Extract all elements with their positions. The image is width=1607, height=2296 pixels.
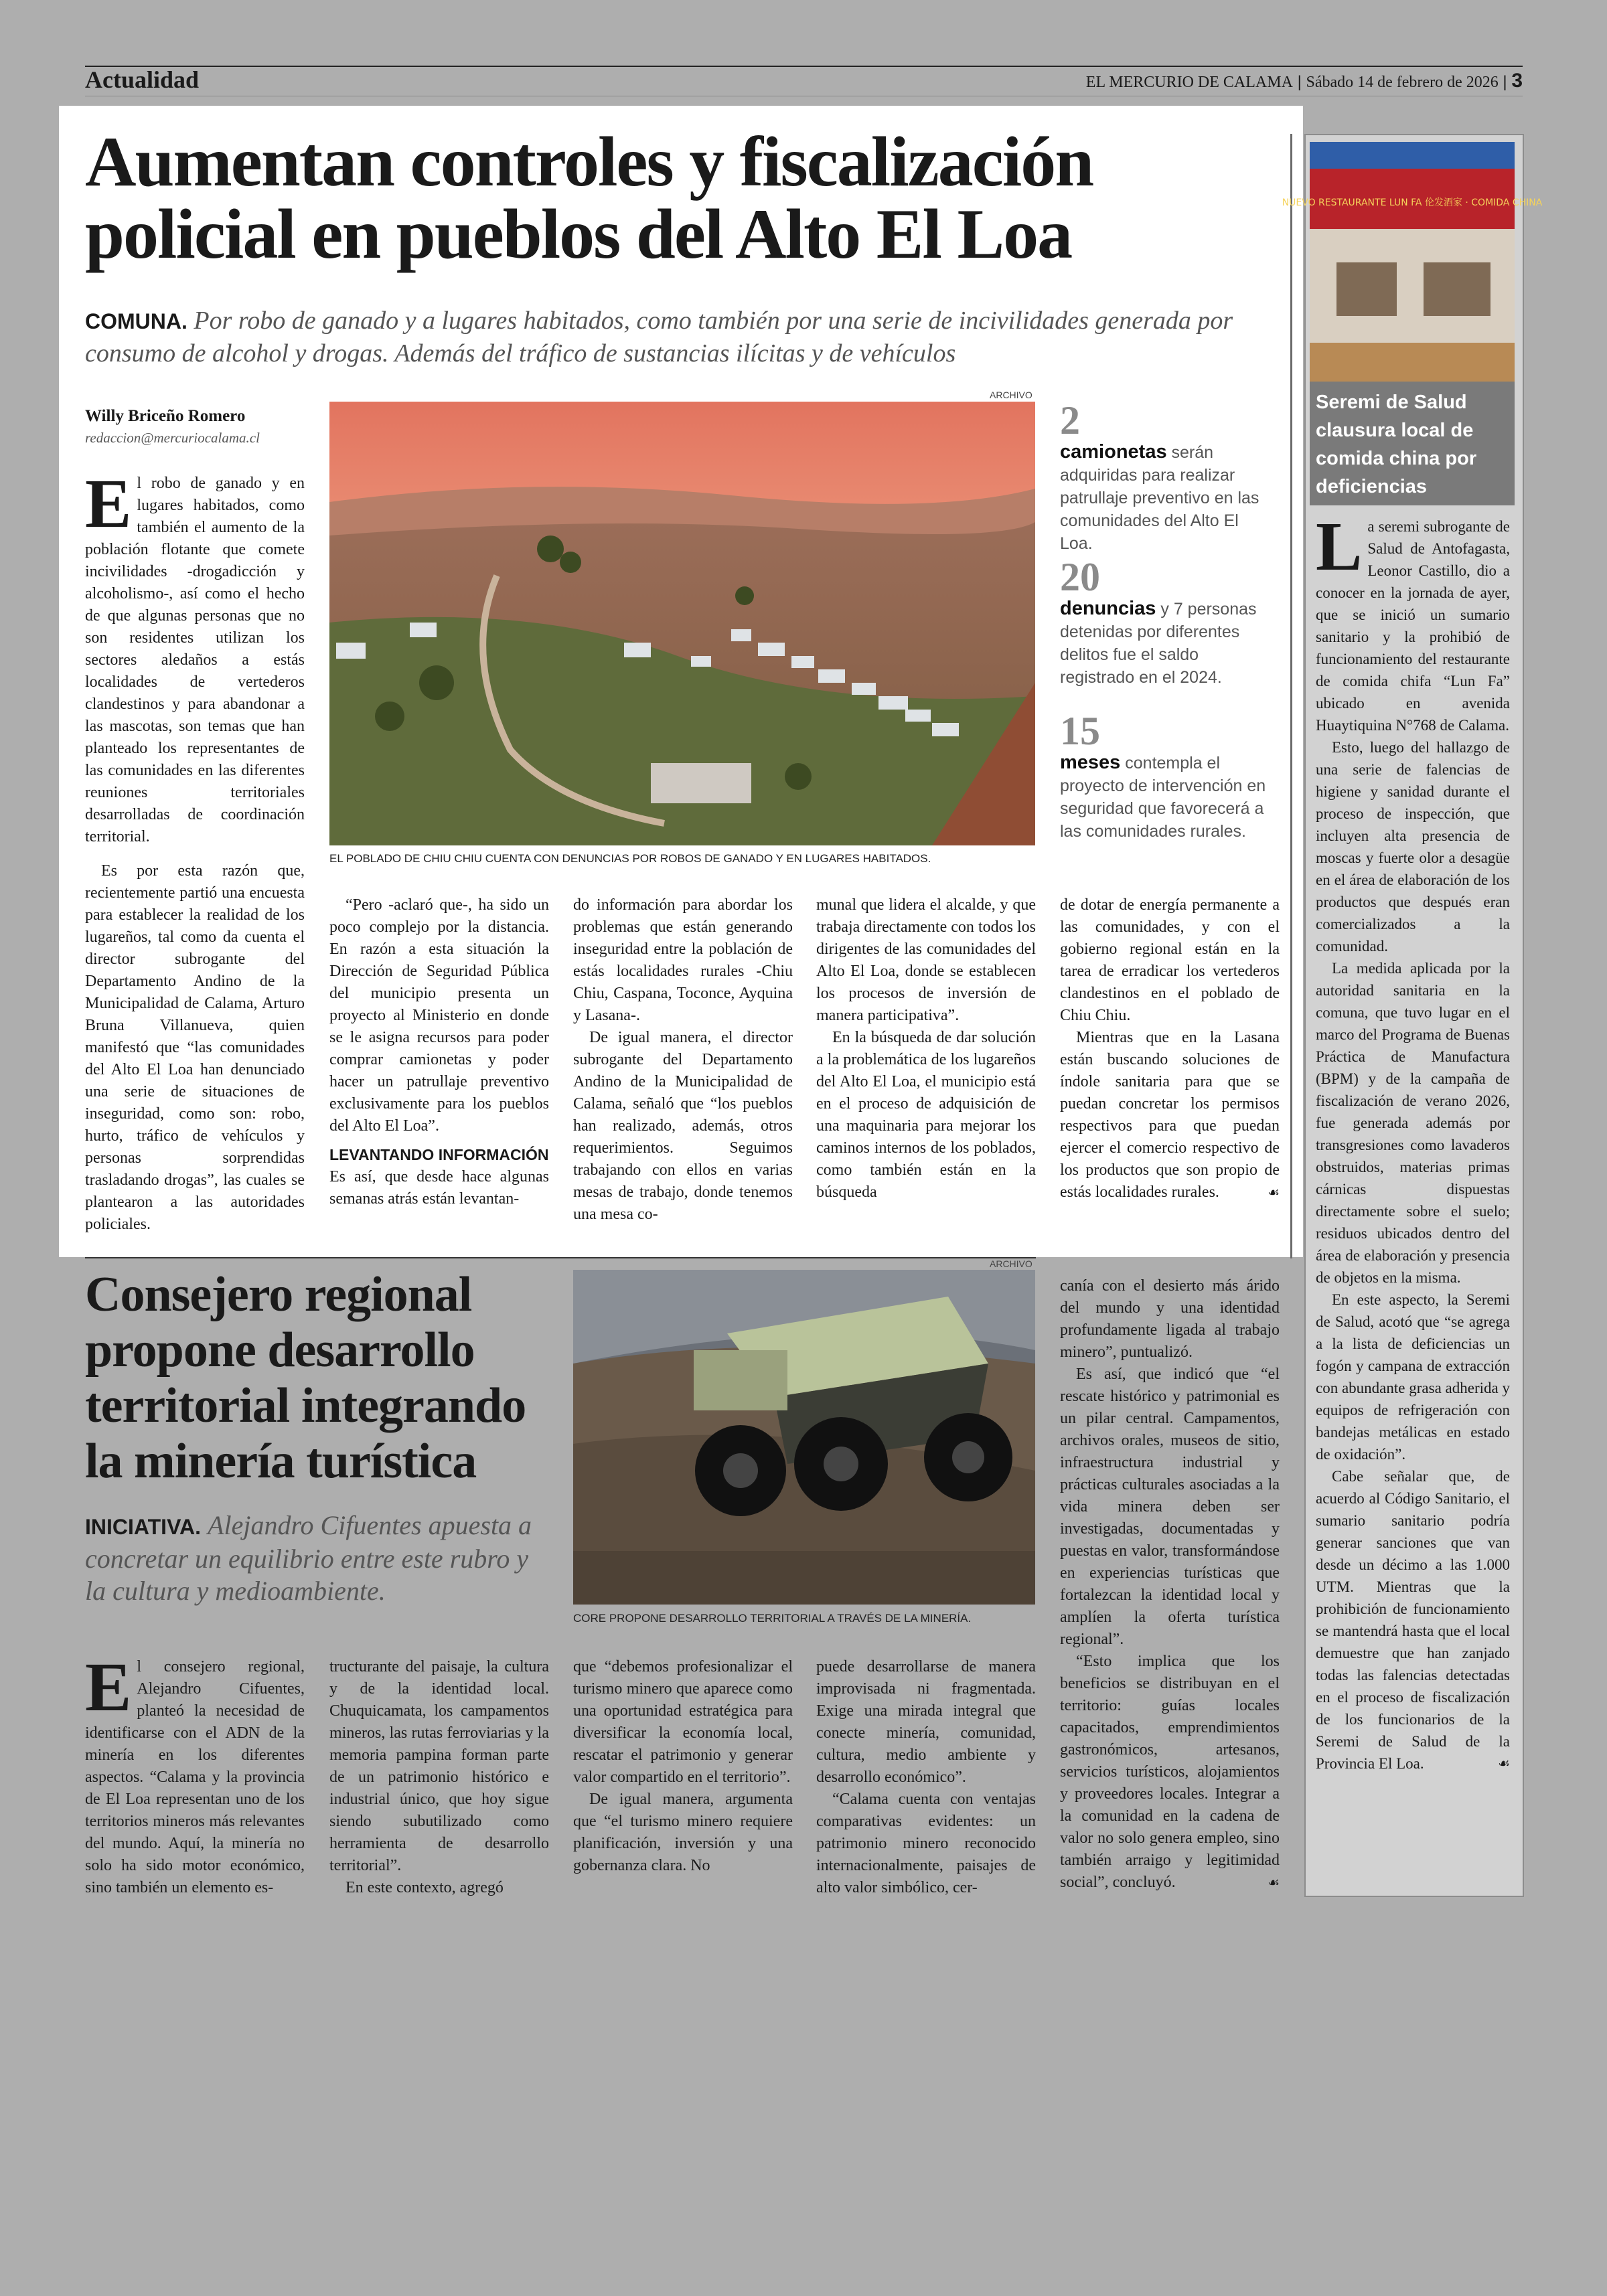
photo-credit: ARCHIVO bbox=[990, 1258, 1032, 1269]
paragraph: “Calama cuenta con ventajas comparativas evidentes: un patrimonio minero reconocido internacionalmente, paisajes de alto valor simbólico, cer- bbox=[816, 1791, 1036, 1896]
author-name: Willy Briceño Romero bbox=[85, 407, 246, 425]
paragraph: Mientras que en la Lasana están buscando soluciones de índole sanitaria para que se puedan concretar los permisos respectivos para que puedan ejercer el comercio respectivo de los productos que son propio de estás localidades rurales. ☙ bbox=[1060, 1027, 1280, 1204]
mining-truck-image bbox=[573, 1270, 1035, 1605]
article-main-column-4 bbox=[816, 894, 1036, 1204]
stat-description: y 7 personas detenidas por diferentes delitos fue el saldo registrado en el 2024. bbox=[1060, 600, 1257, 687]
end-mark-icon: ☙ bbox=[1268, 1184, 1280, 1200]
paragraph: l consejero regional, Alejandro Cifuentes, planteó la necesidad de identificarse con el ADN de la minería en los diferentes aspectos. “Calama y la provincia de El Loa representan uno de los territorios mineros más relevantes del mundo. Aquí, la minería no solo ha sido motor económico, sino también un elemento es- bbox=[85, 1658, 305, 1896]
lede-kicker: COMUNA. bbox=[85, 309, 187, 333]
article-secondary-headline: Consejero regional propone desarrollo territorial integrando la minería turística bbox=[85, 1267, 526, 1489]
article-divider bbox=[85, 1257, 1036, 1258]
paragraph: a seremi subrogante de Salud de Antofagasta, Leonor Castillo, dio a conocer en la jornada de ayer, que se inició un sumario sanitario y la prohibió de funcionamiento del restaurante de comida chifa “Lun Fa” ubicado en avenida Huaytiquina N°768 de Calama. bbox=[1316, 518, 1510, 734]
paragraph: Es así, que indicó que “el rescate histórico y patrimonial es un pilar central. Campamentos, archivos orales, museos de sitio, infraestructura industrial y prácticas culturales asociadas a la vida minera deben ser investigadas, documentadas y puestas en valor, transformándose en experiencias turísticas que fortalezcan la identidad local y amplíen la oferta turística regional”. bbox=[1060, 1366, 1280, 1648]
photo-caption: EL POBLADO DE CHIU CHIU CUENTA CON DENUNCIAS POR ROBOS DE GANADO Y EN LUGARES HABITADOS. bbox=[329, 852, 931, 865]
article-main-column-5 bbox=[1060, 894, 1280, 1204]
paragraph: Esto, luego del hallazgo de una serie de falencias de higiene y sanidad durante el proceso de inspección, que incluyen alta presencia de moscas y fuerte olor a desagüe en el área de elaboración de los productos que después eran comercializados a la comunidad. bbox=[1316, 739, 1510, 955]
town-landscape-image bbox=[329, 402, 1035, 845]
paragraph: “Esto implica que los beneficios se distribuyan en el territorio: guías locales capacitados, emprendimientos gastronómicos, artesanos, servicios turísticos, alojamientos y proveedores locales. Integrar a la comunidad en la cadena de valor no solo genera empleo, sino también arraigo y legitimidad social”, concluyó. ☙ bbox=[1060, 1651, 1280, 1894]
photo-caption: CORE PROPONE DESARROLLO TERRITORIAL A TRAVÉS DE LA MINERÍA. bbox=[573, 1612, 972, 1625]
page-number: 3 bbox=[1511, 70, 1523, 92]
paragraph: munal que lidera el alcalde, y que trabaja directamente con todos los dirigentes de las comunidades del Alto El Loa, donde se establecen los procesos de inversión de manera participativa”. bbox=[816, 896, 1036, 1024]
paragraph: do información para abordar los problemas que están generando inseguridad entre la población de estás localidades rurales -Chiu Chiu, Caspana, Toconce, Ayquina y Lasana-. bbox=[573, 896, 793, 1024]
stat-box-3 bbox=[1060, 711, 1268, 843]
article-secondary-column-3 bbox=[573, 1656, 793, 1877]
subheading: LEVANTANDO INFORMACIÓN bbox=[329, 1146, 549, 1163]
paragraph: “Pero -aclaró que-, ha sido un poco complejo por la distancia. En razón a esta situación la Dirección de Seguridad Pública del municipio presenta un proyecto al Ministerio en donde se le asigna recursos para poder comprar camionetas y poder hacer un patrullaje preventivo exclusivamente para los pueblos del Alto El Loa”. bbox=[329, 896, 549, 1135]
paragraph: Cabe señalar que, de acuerdo al Código Sanitario, el sumario sanitario podría generar sanciones que van desde un décimo a las 1.000 UTM. Mientras que la prohibición de funcionamiento se mantendrá hasta que el local demuestre que han zanjado todas las falencias detectadas en el proceso de fiscalización de los funcionarios de la Seremi de Salud de la Provincia El Loa. ☙ bbox=[1316, 1465, 1510, 1775]
stat-description: serán adquiridas para realizar patrullaje preventivo en las comunidades del Alto El Loa. bbox=[1060, 443, 1259, 553]
stat-label: camionetas bbox=[1060, 441, 1167, 463]
paragraph: puede desarrollarse de manera improvisada ni fragmentada. Exige una mirada integral que conecte minería, comunidad, cultura, medio ambiente y desarrollo económico”. bbox=[816, 1658, 1036, 1786]
lede-text: Por robo de ganado y a lugares habitados, como también por una serie de incivilidades generada por consumo de alcohol y drogas. Además del tráfico de sustancias ilícitas y de vehículos bbox=[85, 307, 1233, 367]
stat-box-2 bbox=[1060, 557, 1268, 689]
paragraph: Es así, que desde hace algunas semanas atrás están levantan- bbox=[329, 1168, 549, 1208]
photo-credit: ARCHIVO bbox=[990, 390, 1032, 400]
paragraph: En este contexto, agregó bbox=[346, 1879, 504, 1896]
paragraph: tructurante del paisaje, la cultura y de la identidad local. Chuquicamata, los campamentos mineros, las rutas ferroviarias y la memoria pampina forman parte de un patrimonio histórico e industrial único, que hoy sigue siendo subutilizado como herramienta de desarrollo territorial”. bbox=[329, 1658, 549, 1874]
paragraph: De igual manera, argumenta que “el turismo minero requiere planificación, inversión y una gobernanza clara. No bbox=[573, 1791, 793, 1874]
paragraph: En la búsqueda de dar solución a la problemática de los lugareños del Alto El Loa, el municipio está en el proceso de adquisición de una maquinaria para mejorar los caminos internos de los poblados, como también están en la búsqueda bbox=[816, 1029, 1036, 1201]
masthead-info: EL MERCURIO DE CALAMA | Sábado 14 de febrero de 2026 | 3 bbox=[1085, 70, 1523, 92]
paragraph: La medida aplicada por la autoridad sanitaria en la comuna, que tuvo lugar en el marco del Programa de Buenas Práctica de Manufactura (BPM) y de la campaña de fiscalización de verano 2026, fue generada además por transgresiones como lavaderos obstruidos, materias primas cárnicas dispuestas directamente sobre el suelo; residuos ubicados dentro del área de elaboración y presencia de objetos en la misma. bbox=[1316, 960, 1510, 1286]
end-mark-icon: ☙ bbox=[1498, 1755, 1510, 1771]
header-rule-top bbox=[85, 66, 1523, 67]
sidebar-body bbox=[1316, 508, 1510, 1775]
article-secondary-column-5 bbox=[1060, 1275, 1280, 1894]
mining-truck-photo bbox=[573, 1270, 1035, 1605]
stat-number: 2 bbox=[1060, 398, 1080, 442]
stat-box-1 bbox=[1060, 400, 1268, 555]
article-main-headline: Aumentan controles y fiscalización policial en pueblos del Alto El Loa bbox=[85, 122, 1093, 273]
stat-number: 20 bbox=[1060, 555, 1100, 599]
sidebar-divider-line bbox=[1290, 134, 1292, 1258]
stat-description: contempla el proyecto de intervención en seguridad que favorecerá a las comunidades rurales. bbox=[1060, 754, 1266, 841]
paragraph: que “debemos profesionalizar el turismo minero que aparece como una oportunidad estratégica para diversificar la economía local, rescatar el patrimonio y generar valor compartido en el territorio”. bbox=[573, 1658, 793, 1786]
restaurant-facade-image bbox=[1282, 142, 1543, 382]
article-main-column-2 bbox=[329, 894, 549, 1210]
paragraph: Es por esta razón que, recientemente partió una encuesta para establecer la realidad de los lugareños, tal como da cuenta el director subrogante del Departamento Andino de la Municipalidad de Calama, Arturo Bruna Villanueva, quien manifestó que “las comunidades del Alto El Loa han denunciado una serie de situaciones de inseguridad, como son: robo, hurto, tráfico de vehículos y personas sorprendidas trasladando drogas”, las cuales se plantearon a las autoridades policiales. bbox=[85, 862, 305, 1233]
paragraph: de dotar de energía permanente a las comunidades, y con el gobierno regional están en la tarea de erradicar los vertederos clandestinos en el poblado de Chiu Chiu. bbox=[1060, 896, 1280, 1024]
lede-kicker: INICIATIVA. bbox=[85, 1515, 202, 1539]
article-main-lede bbox=[85, 305, 1264, 370]
sidebar-headline: Seremi de Salud clausura local de comida china por deficiencias bbox=[1316, 392, 1477, 497]
stat-label: meses bbox=[1060, 752, 1121, 773]
issue-date: Sábado 14 de febrero de 2026 bbox=[1306, 74, 1499, 91]
chiu-chiu-photo bbox=[329, 402, 1035, 845]
restaurant-photo bbox=[1282, 142, 1543, 382]
paragraph: De igual manera, el director subrogante del Departamento Andino de la Municipalidad de Calama, señaló que “los pueblos han realizado, además, otros requerimientos. Seguimos trabajando con ellos en varias mesas de trabajo, donde tenemos una mesa co- bbox=[573, 1029, 793, 1223]
paragraph: l robo de ganado y en lugares habitados, como también el aumento de la población flotante que comete incivilidades -drogadicción y alcoholismo-, así como el hecho de que algunas personas que no son residentes utilizan los sectores aledaños a estás localidades de vertederos clandestinos y para abandonar a las mascotas, son temas que han planteado los representantes de las comunidades en las diferentes reuniones territoriales desarrolladas de coordinación territorial. bbox=[85, 475, 305, 845]
restaurant-sign-text: NUEVO RESTAURANTE LUN FA 伦发酒家 · COMIDA CHINA bbox=[1282, 197, 1543, 208]
article-secondary-column-2 bbox=[329, 1656, 549, 1899]
article-main-column-3 bbox=[573, 894, 793, 1226]
section-label: Actualidad bbox=[85, 66, 200, 93]
lede-text: Alejandro Cifuentes apuesta a concretar un equilibrio entre este rubro y la cultura y medioambiente. bbox=[85, 1510, 532, 1606]
newspaper-name: EL MERCURIO DE CALAMA bbox=[1085, 74, 1293, 91]
end-mark-icon: ☙ bbox=[1268, 1874, 1280, 1890]
article-main-column-1 bbox=[85, 465, 305, 1236]
article-secondary-lede bbox=[85, 1509, 554, 1607]
stat-label: denuncias bbox=[1060, 598, 1156, 619]
dropcap: E bbox=[85, 465, 132, 542]
paragraph: En este aspecto, la Seremi de Salud, acotó que “se agrega a la lista de deficiencias un fogón y campana de extracción con abundante grasa adherida y equipos de refrigeración con bandejas metálicas en estado de oxidación”. bbox=[1316, 1291, 1510, 1463]
stat-number: 15 bbox=[1060, 709, 1100, 753]
article-secondary-column-4 bbox=[816, 1656, 1036, 1899]
article-secondary-column-1 bbox=[85, 1649, 305, 1899]
dropcap: E bbox=[85, 1649, 132, 1726]
paragraph: canía con el desierto más árido del mundo y una identidad profundamente ligada al trabajo minero”, puntualizó. bbox=[1060, 1277, 1280, 1361]
author-email: redaccion@mercuriocalama.cl bbox=[85, 430, 260, 446]
dropcap: L bbox=[1316, 508, 1363, 585]
